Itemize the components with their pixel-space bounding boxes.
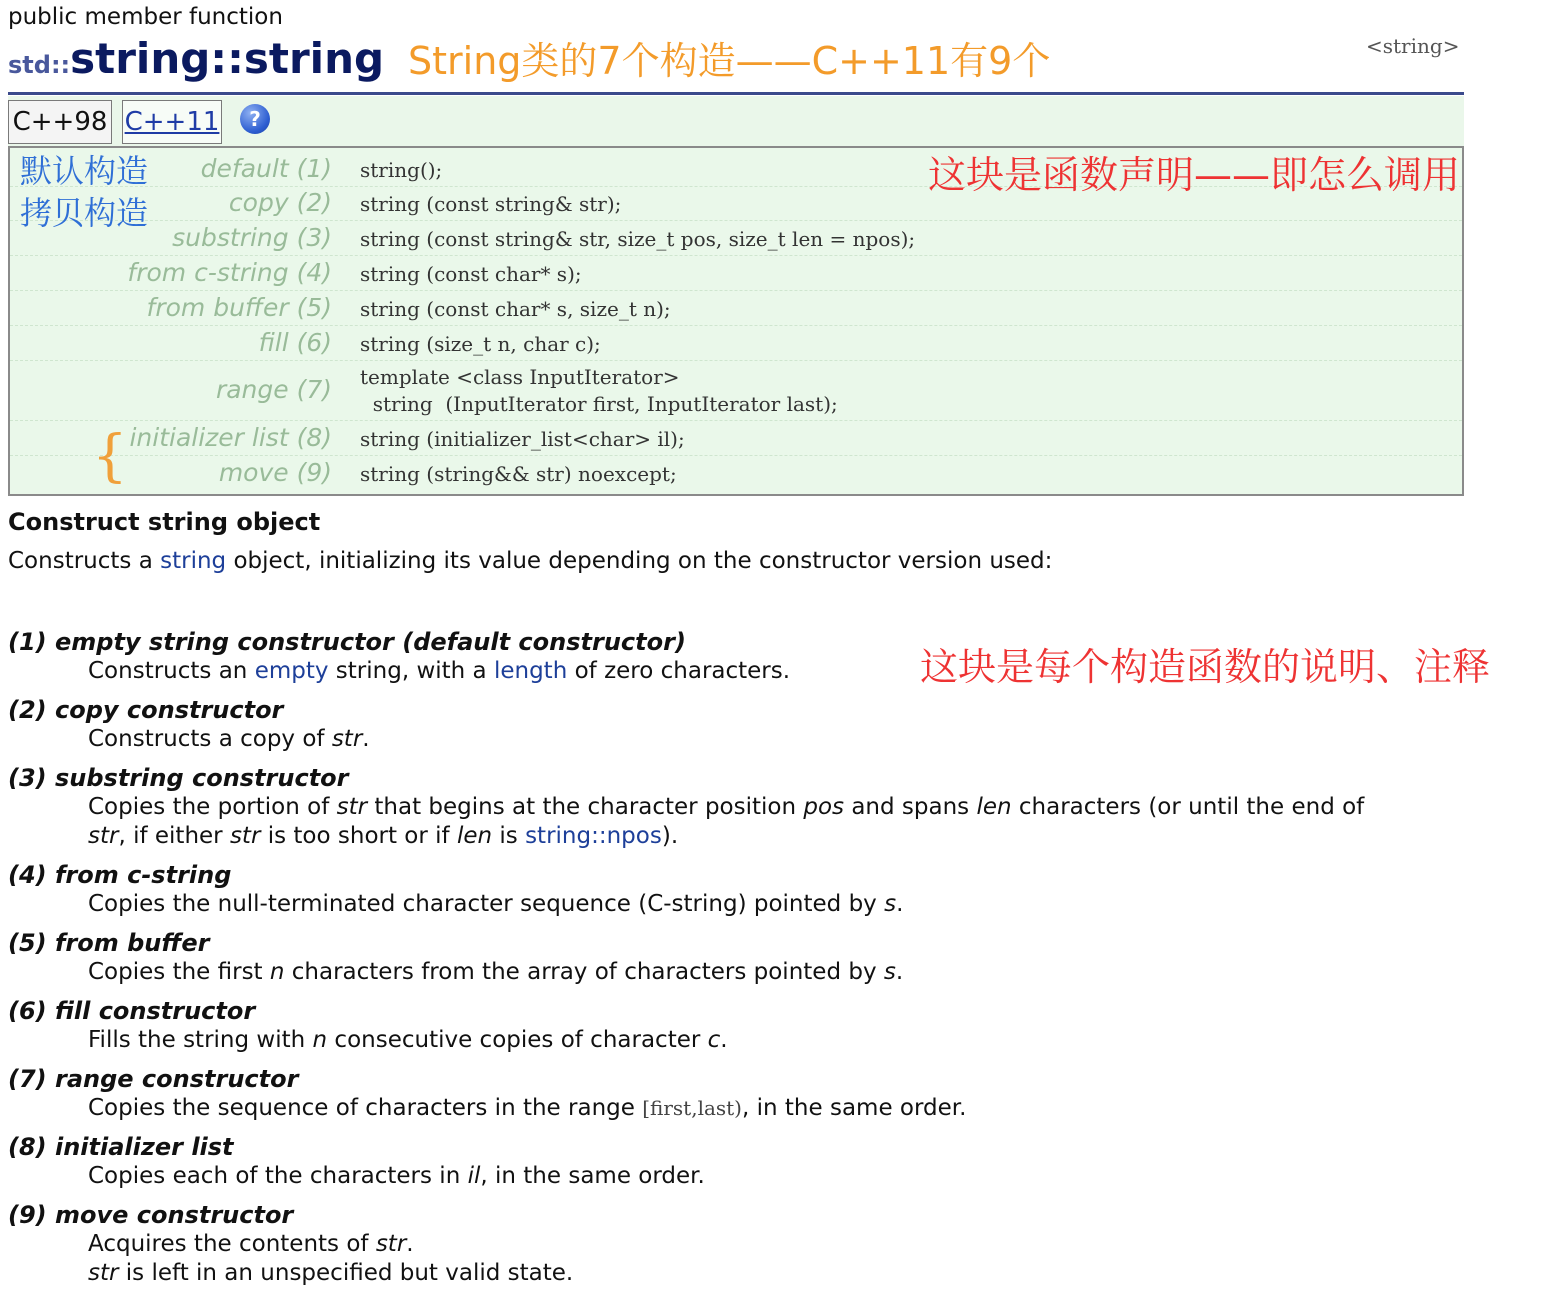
- decl-code: string (const char* s);: [360, 262, 582, 286]
- item-description: Copies each of the characters in il, in the same order.: [88, 1163, 705, 1189]
- npos-link[interactable]: string::npos: [525, 823, 662, 849]
- item-description-cont: str, if either str is too short or if len is string::npos).: [88, 823, 679, 849]
- item-title: (1) empty string constructor (default constructor): [8, 628, 686, 656]
- tab-cpp11[interactable]: C++11: [122, 100, 222, 144]
- decl-label: copy (2): [228, 188, 332, 217]
- decl-label: from c-string (4): [127, 258, 332, 287]
- item-title: (7) range constructor: [8, 1065, 299, 1093]
- item-description: Constructs a copy of str.: [88, 726, 370, 752]
- item-description-cont: str is left in an unspecified but valid state.: [88, 1260, 574, 1286]
- decl-row: [10, 256, 1462, 291]
- decl-code: string (const string& str, size_t pos, size_t len = npos);: [360, 227, 916, 251]
- item-title: (9) move constructor: [8, 1201, 294, 1229]
- decl-row: [10, 221, 1462, 256]
- title-annotation: String类的7个构造——C++11有9个: [408, 39, 1051, 83]
- decl-label: range (7): [215, 375, 332, 404]
- decl-row: [10, 456, 1462, 490]
- decl-label: substring (3): [172, 223, 332, 252]
- tab-cpp98[interactable]: C++98: [8, 100, 112, 144]
- title-function: string::string: [70, 34, 385, 83]
- declaration-annotation: 这块是函数声明——即怎么调用: [928, 153, 1461, 197]
- item-description: Acquires the contents of str.: [88, 1231, 414, 1257]
- member-kind-label: public member function: [8, 4, 283, 30]
- decl-code: string();: [360, 158, 443, 182]
- decl-code: string (const string& str);: [360, 192, 622, 216]
- help-icon[interactable]: ?: [240, 104, 270, 134]
- item-title: (5) from buffer: [8, 929, 210, 957]
- decl-label: default (1): [200, 154, 332, 183]
- decl-row: [10, 421, 1462, 456]
- item-description: Copies the sequence of characters in the range [first,last), in the same order.: [88, 1095, 967, 1121]
- decl-row: [10, 291, 1462, 326]
- item-title: (2) copy constructor: [8, 696, 284, 724]
- decl-label: from buffer (5): [146, 293, 332, 322]
- length-link[interactable]: length: [493, 658, 568, 684]
- item-description: Copies the portion of str that begins at the character position pos and spans len characters (or until the end of: [88, 794, 1365, 820]
- decl-label: initializer list (8): [129, 423, 332, 452]
- item-description: Copies the null-terminated character sequence (C-string) pointed by s.: [88, 891, 904, 917]
- decl-code: string (size_t n, char c);: [360, 332, 601, 356]
- decl-code: string (string&& str) noexcept;: [360, 462, 677, 486]
- title-rule: [8, 92, 1464, 95]
- page-title: [8, 34, 384, 83]
- decl-label: move (9): [218, 458, 332, 487]
- item-description: Fills the string with n consecutive copies of character c.: [88, 1027, 728, 1053]
- string-link[interactable]: string: [160, 548, 227, 574]
- decl-code: string (initializer_list<char> il);: [360, 427, 685, 451]
- item-title: (6) fill constructor: [8, 997, 256, 1025]
- decl-row: [10, 326, 1462, 361]
- item-title: (3) substring constructor: [8, 764, 349, 792]
- item-title: (4) from c-string: [8, 861, 232, 889]
- item-title: (8) initializer list: [8, 1133, 234, 1161]
- decl-code: template <class InputIterator>: [360, 365, 680, 389]
- decl-row: [10, 361, 1462, 421]
- description-annotation: 这块是每个构造函数的说明、注释: [920, 645, 1491, 689]
- decl-label: fill (6): [258, 328, 332, 357]
- section-intro: Constructs a string object, initializing its value depending on the constructor version used:: [8, 548, 1053, 574]
- copy-constructor-note: 拷贝构造: [20, 194, 149, 232]
- section-heading: Construct string object: [8, 508, 321, 536]
- decl-code: string (const char* s, size_t n);: [360, 297, 671, 321]
- default-constructor-note: 默认构造: [20, 152, 149, 190]
- item-description: Copies the first n characters from the array of characters pointed by s.: [88, 959, 904, 985]
- decl-code-line2: string (InputIterator first, InputIterator last);: [360, 392, 838, 416]
- item-description: Constructs an empty string, with a length of zero characters.: [88, 658, 791, 684]
- title-namespace: std::: [8, 51, 71, 79]
- empty-link[interactable]: empty: [254, 658, 329, 684]
- header-file-link[interactable]: <string>: [1366, 34, 1460, 58]
- cpp11-brace-mark: {: [92, 424, 128, 489]
- tab-strip: [8, 96, 1464, 148]
